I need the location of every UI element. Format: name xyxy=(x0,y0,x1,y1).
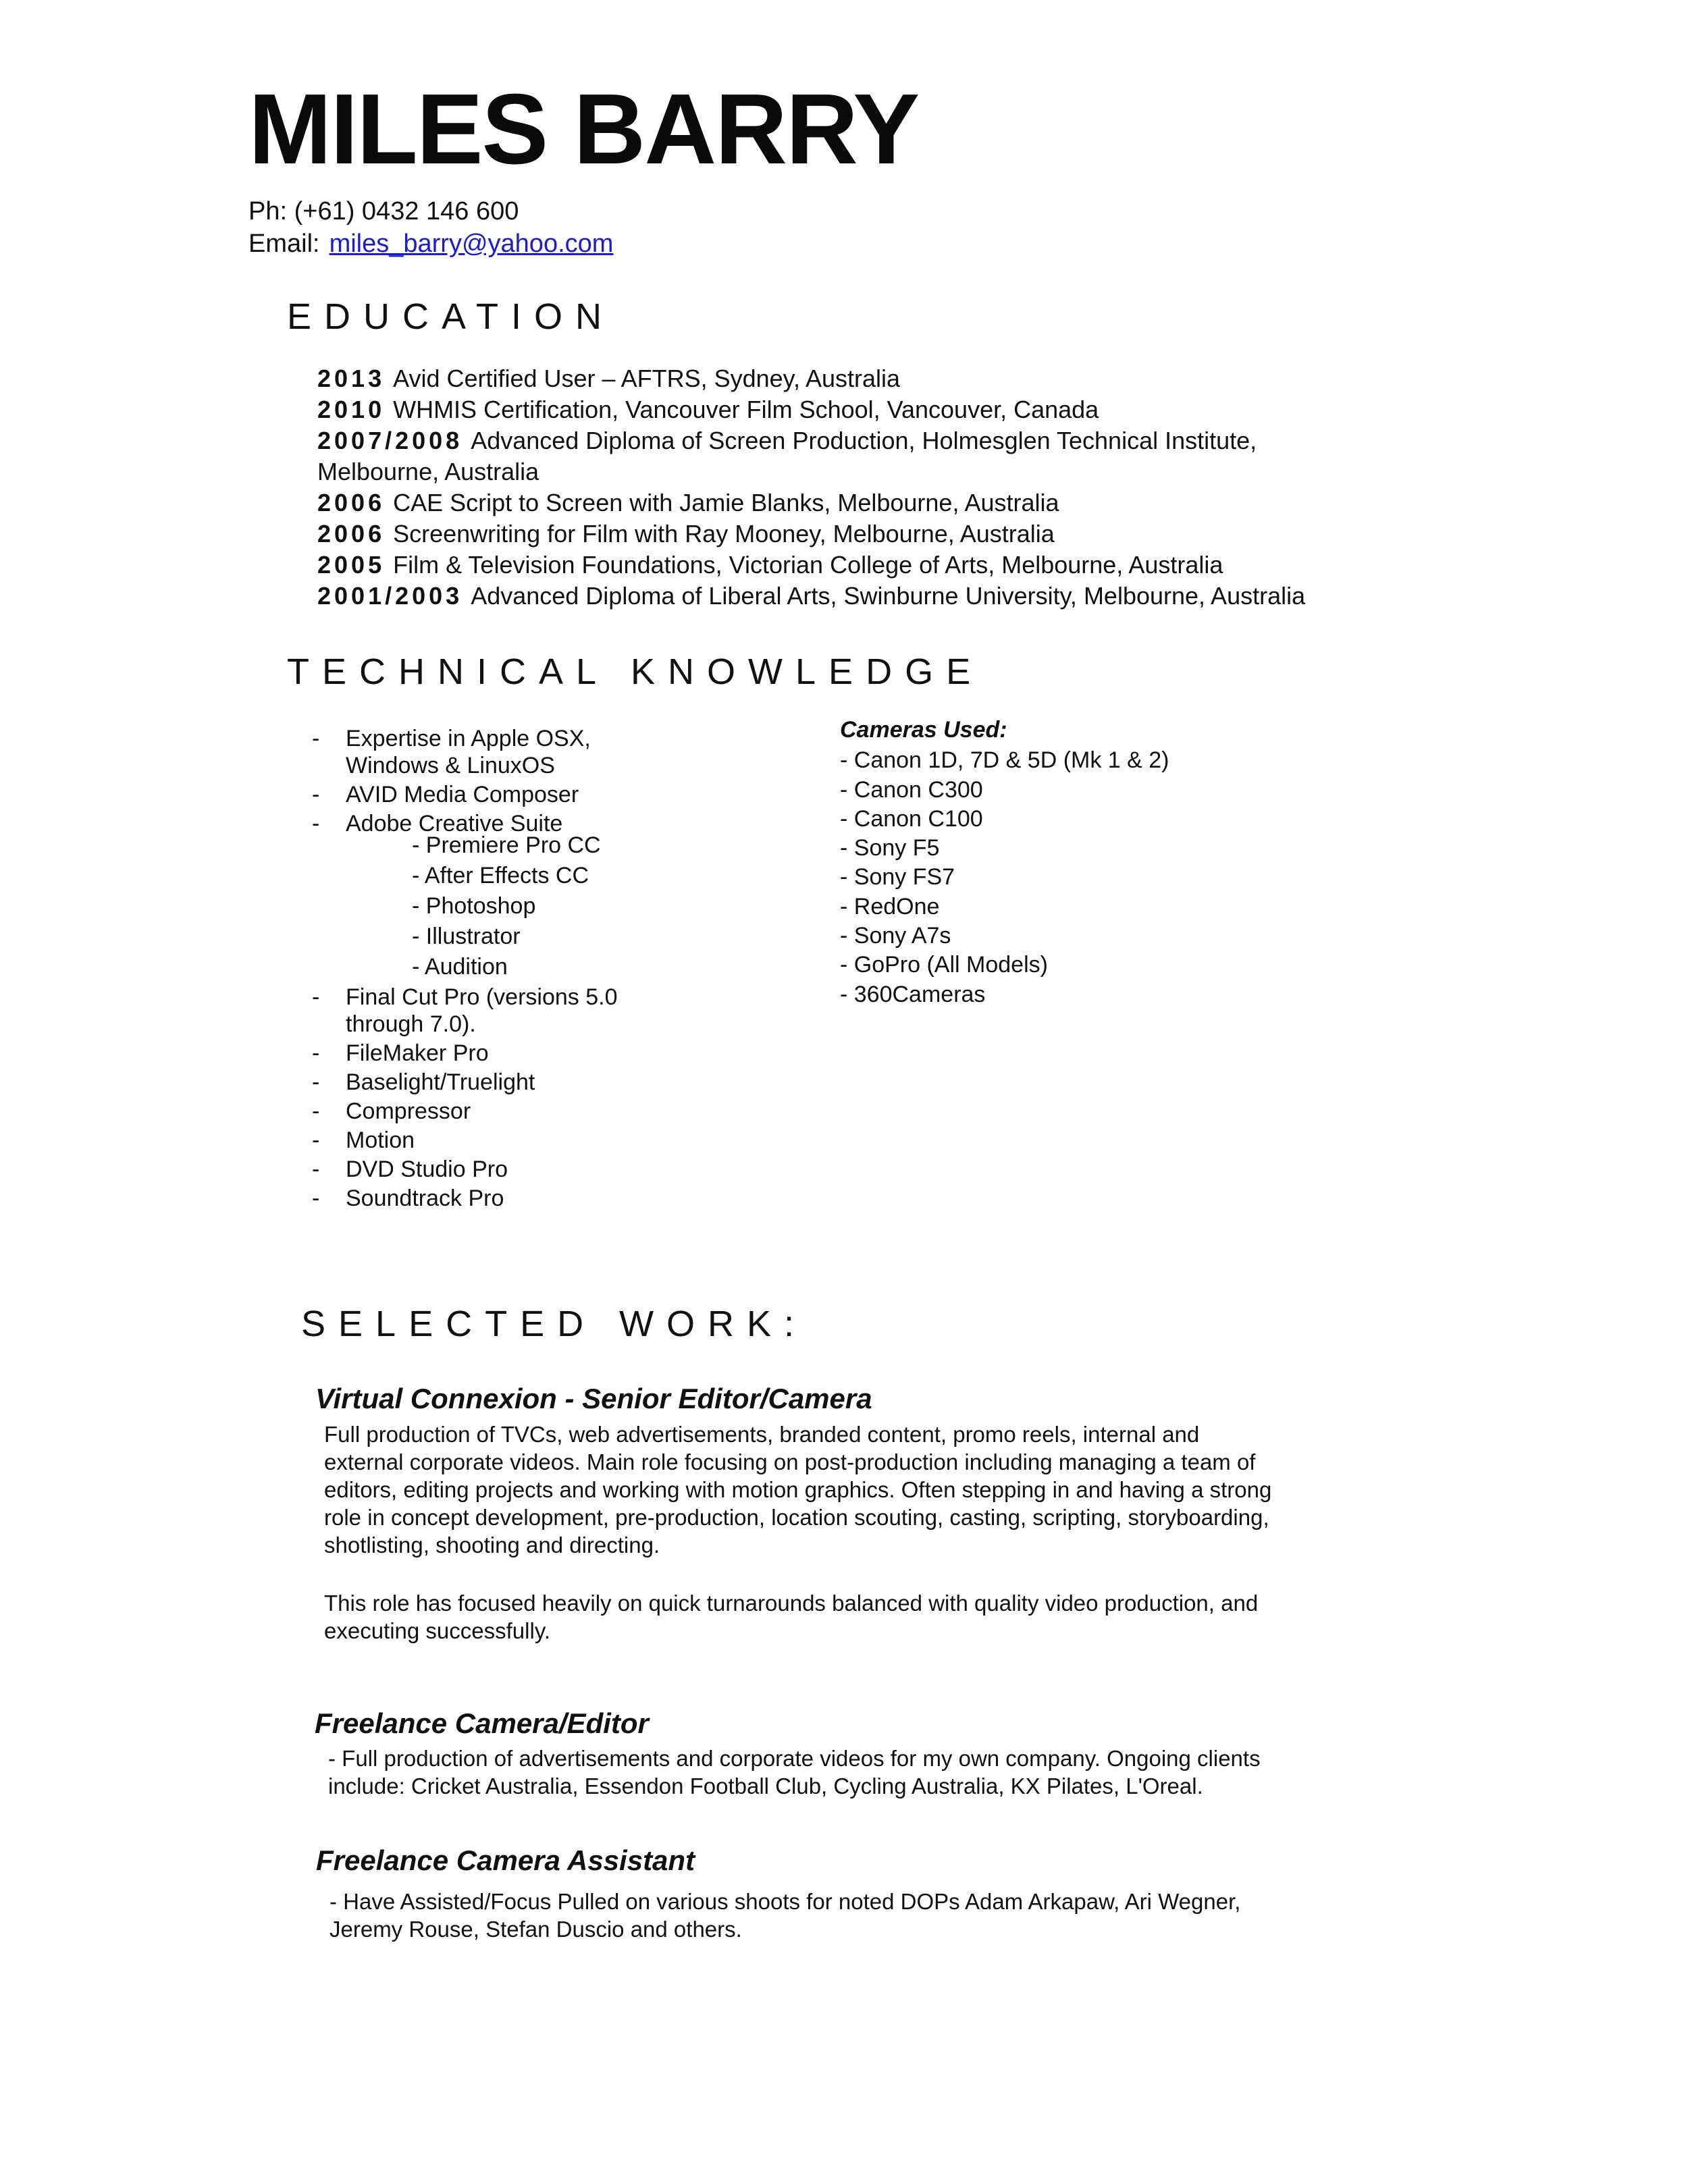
education-year: 2005 xyxy=(317,551,386,579)
list-item xyxy=(312,984,629,1038)
skill-text: Soundtrack Pro xyxy=(346,1186,504,1211)
education-text: Advanced Diploma of Screen Production, Holmesglen Technical Institute, xyxy=(471,427,1257,454)
list-dash: - xyxy=(312,1069,320,1095)
camera-item: - Canon 1D, 7D & 5D (Mk 1 & 2) xyxy=(840,747,1169,774)
email-link[interactable]: miles_barry@yahoo.com xyxy=(329,230,614,258)
list-item xyxy=(312,810,629,837)
education-item-continued xyxy=(317,456,1398,487)
camera-item: - RedOne xyxy=(840,893,940,920)
education-text: Melbourne, Australia xyxy=(317,458,539,485)
skill-text: Baselight/Truelight xyxy=(346,1069,535,1095)
cameras-title: Cameras Used: xyxy=(840,717,1007,743)
education-item xyxy=(317,363,1398,394)
list-dash: - xyxy=(312,1156,320,1182)
camera-item: - Canon C300 xyxy=(840,776,983,803)
list-item xyxy=(312,781,629,808)
list-item xyxy=(312,1040,629,1067)
job-description: - Have Assisted/Focus Pulled on various shoots for noted DOPs Adam Arkapaw, Ari Wegner, Jeremy Rouse, Stefan Duscio and others. xyxy=(329,1889,1241,1942)
camera-item: - Sony FS7 xyxy=(840,864,955,890)
education-year: 2001/2003 xyxy=(317,582,463,610)
adobe-subitem: - Audition xyxy=(412,954,508,980)
skill-text: Expertise in Apple OSX, Windows & LinuxOS xyxy=(346,726,591,778)
list-item xyxy=(312,1156,629,1183)
skill-text: FileMaker Pro xyxy=(346,1040,489,1066)
job-title: Freelance Camera Assistant xyxy=(316,1844,695,1876)
job-title: Virtual Connexion - Senior Editor/Camera xyxy=(315,1383,872,1414)
education-list xyxy=(317,363,1398,612)
technical-list xyxy=(312,725,825,1214)
email-line xyxy=(248,231,613,257)
skill-text: Final Cut Pro (versions 5.0 through 7.0). xyxy=(346,984,618,1037)
education-text: Avid Certified User – AFTRS, Sydney, Australia xyxy=(393,365,901,392)
education-text: Advanced Diploma of Liberal Arts, Swinburne University, Melbourne, Australia xyxy=(471,582,1306,610)
education-text: WHMIS Certification, Vancouver Film School, Vancouver, Canada xyxy=(393,396,1099,423)
skill-text: Motion xyxy=(346,1127,415,1153)
camera-item: - GoPro (All Models) xyxy=(840,952,1048,978)
job-title: Freelance Camera/Editor xyxy=(315,1707,649,1739)
list-dash: - xyxy=(312,726,320,751)
list-item xyxy=(312,1069,629,1096)
education-item xyxy=(317,425,1398,456)
education-item xyxy=(317,518,1398,550)
list-item xyxy=(312,1127,629,1154)
job-description: - Full production of advertisements and corporate videos for my own company. Ongoing clients include: Cricket Australia, Essendon Football Club, Cycling Australia, KX Pilates, L'Oreal. xyxy=(328,1746,1261,1799)
list-dash: - xyxy=(312,811,320,836)
list-item xyxy=(312,725,629,779)
skill-text: Adobe Creative Suite xyxy=(346,811,563,836)
list-item xyxy=(312,1098,629,1125)
camera-item: - Sony F5 xyxy=(840,835,940,861)
education-heading: EDUCATION xyxy=(287,296,615,337)
adobe-subitem: - Photoshop xyxy=(412,893,536,919)
education-text: CAE Script to Screen with Jamie Blanks, Melbourne, Australia xyxy=(393,489,1059,516)
camera-item: - Canon C100 xyxy=(840,805,983,832)
skill-text: AVID Media Composer xyxy=(346,782,579,807)
camera-item: - Sony A7s xyxy=(840,923,951,949)
adobe-subitem: - Illustrator xyxy=(412,924,521,949)
list-item xyxy=(312,1185,629,1212)
job-description: Full production of TVCs, web advertisements, branded content, promo reels, internal and external corporate videos. Main role focusing on post-production including managing a team of editors, editing projects and working with motion graphics. Often stepping in and having a strong role in concept development, pre-production, location scouting, casting, scripting, storyboarding, shotlisting, shooting and directing. xyxy=(324,1422,1272,1557)
email-label: Email: xyxy=(248,230,320,258)
list-dash: - xyxy=(312,1127,320,1153)
education-item xyxy=(317,394,1398,425)
camera-item: - 360Cameras xyxy=(840,981,986,1007)
list-dash: - xyxy=(312,782,320,807)
list-dash: - xyxy=(312,1040,320,1066)
education-year: 2010 xyxy=(317,396,386,423)
education-item xyxy=(317,487,1398,518)
education-item xyxy=(317,550,1398,581)
education-text: Screenwriting for Film with Ray Mooney, Melbourne, Australia xyxy=(393,520,1055,548)
education-text: Film & Television Foundations, Victorian College of Arts, Melbourne, Australia xyxy=(393,551,1223,579)
cameras-list xyxy=(840,716,1169,1009)
skill-text: DVD Studio Pro xyxy=(346,1156,508,1182)
education-year: 2006 xyxy=(317,520,386,548)
job-description: This role has focused heavily on quick turnarounds balanced with quality video production, and executing successfully. xyxy=(324,1591,1259,1643)
education-item xyxy=(317,581,1398,612)
adobe-subitem: - After Effects CC xyxy=(412,863,589,888)
education-year: 2013 xyxy=(317,365,386,392)
phone-number: Ph: (+61) 0432 146 600 xyxy=(248,197,519,225)
education-year: 2006 xyxy=(317,489,386,516)
adobe-subitem: - Premiere Pro CC xyxy=(412,832,601,858)
list-dash: - xyxy=(312,1186,320,1211)
list-dash: - xyxy=(312,984,320,1010)
selected-work-heading: SELECTED WORK: xyxy=(301,1304,808,1344)
education-year: 2007/2008 xyxy=(317,427,463,454)
technical-heading: TECHNICAL KNOWLEDGE xyxy=(287,651,984,692)
list-dash: - xyxy=(312,1098,320,1124)
resume-name: MILES BARRY xyxy=(248,74,919,185)
skill-text: Compressor xyxy=(346,1098,471,1124)
